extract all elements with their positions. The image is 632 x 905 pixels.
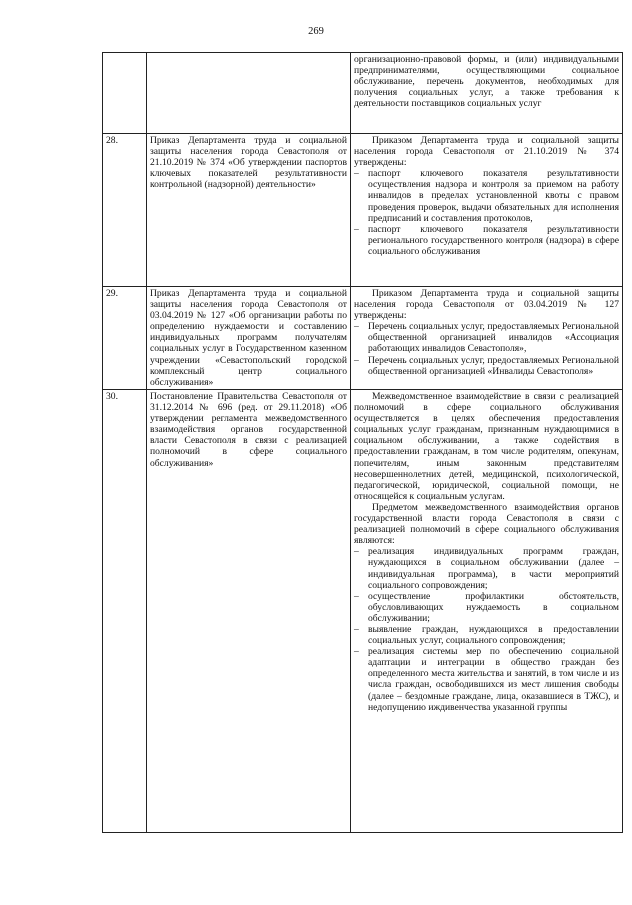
row-number: 28. xyxy=(103,134,147,287)
description-paragraph: Межведомственное взаимодействие в связи с реализацией полномочий в сфере социального обслуживания осуществляется в целях обеспечения предоставления социальных услуг гражданам, признанным нуждающимися в социальном обслуживании, а также содействия в предоставлении гражданам, в том числе родителям, опекунам, попечителям, иным законным представителям несовершеннолетних детей, медицинской, психологической, педагогической, юридической, социальной помощи, не относящейся к социальным услугам. xyxy=(354,391,619,502)
list-item: – реализация системы мер по обеспечению социальной адаптации и интеграции в общество граждан без определенного места жительства и занятий, в том числе и из числа граждан, освободившихся из мест лишения свободы (далее – бездомные граждане, лица, оказавшиеся в ТЖС), и недопущению иждивенчества указанной группы xyxy=(354,646,619,713)
table-row xyxy=(103,134,623,287)
list-item: – реализация индивидуальных программ граждан, нуждающихся в социальном обслуживании (далее – индивидуальная программа), в части мероприятий социального сопровождения; xyxy=(354,546,619,590)
table-body xyxy=(103,53,623,833)
list-item: – Перечень социальных услуг, предоставляемых Региональной общественной организацией «Инвалиды Севастополя» xyxy=(354,355,619,377)
row-number xyxy=(103,53,147,134)
description-paragraph: Предметом межведомственного взаимодействия органов государственной власти города Севастополя в связи с реализацией полномочий в сфере социального обслуживания являются: xyxy=(354,501,619,547)
legal-act-title xyxy=(147,53,351,134)
legal-act-description xyxy=(351,53,623,134)
bullet-list xyxy=(354,546,619,712)
bullet-list xyxy=(354,168,619,257)
table-row xyxy=(103,390,623,833)
table-row xyxy=(103,53,623,134)
table-row xyxy=(103,287,623,390)
list-item: – Перечень социальных услуг, предоставляемых Региональной общественной организацией инвалидов «Ассоциация работающих инвалидов Севастополя», xyxy=(354,321,619,354)
description-paragraph: Приказом Департамента труда и социальной защиты населения города Севастополя от 21.10.2019 № 374 утверждены: xyxy=(354,135,619,169)
page-number: 269 xyxy=(308,26,324,37)
row-number: 30. xyxy=(103,390,147,833)
legal-act-description xyxy=(351,134,623,287)
list-item: – паспорт ключевого показателя результативности осуществления надзора и контроля за приемом на работу инвалидов в пределах установленной квоты с правом проведения проверок, выдачи обязательных для исполнения предписаний и составления протоколов, xyxy=(354,168,619,223)
list-item: – осуществление профилактики обстоятельств, обусловливающих нуждаемость в социальном обслуживании; xyxy=(354,591,619,624)
description-paragraph: Приказом Департамента труда и социальной защиты населения города Севастополя от 03.04.2019 № 127 утверждены: xyxy=(354,288,619,322)
list-item: – выявление граждан, нуждающихся в предоставлении социальных услуг, социального сопровождения; xyxy=(354,624,619,646)
description-paragraph: организационно-правовой формы, и (или) индивидуальными предпринимателями, осуществляющими социальное обслуживание, перечень документов, необходимых для получения социальных услуг, а также требования к деятельности поставщиков социальных услуг xyxy=(354,54,619,110)
list-item: – паспорт ключевого показателя результативности регионального государственного контроля (надзора) в сфере социального обслуживания xyxy=(354,224,619,257)
legal-act-description xyxy=(351,390,623,833)
legal-act-description xyxy=(351,287,623,390)
legal-act-title: Постановление Правительства Севастополя от 31.12.2014 № 696 (ред. от 29.11.2018) «Об утверждении регламента межведомственного взаимодействия органов государственной власти Севастополя в связи с реализацией полномочий в сфере социального обслуживания» xyxy=(147,390,351,833)
row-number: 29. xyxy=(103,287,147,390)
bullet-list xyxy=(354,321,619,376)
legal-acts-table xyxy=(102,52,623,833)
legal-act-title: Приказ Департамента труда и социальной защиты населения города Севастополя от 21.10.2019 № 374 «Об утверждении паспортов ключевых показателей результативности контрольной (надзорной) деятельности» xyxy=(147,134,351,287)
legal-act-title: Приказ Департамента труда и социальной защиты населения города Севастополя от 03.04.2019 № 127 «Об организации работы по определению нуждаемости и составлению индивидуальных программ получателям социальных услуг в Государственном казенном учреждении «Севастопольский городской комплексный центр социального обслуживания» xyxy=(147,287,351,390)
